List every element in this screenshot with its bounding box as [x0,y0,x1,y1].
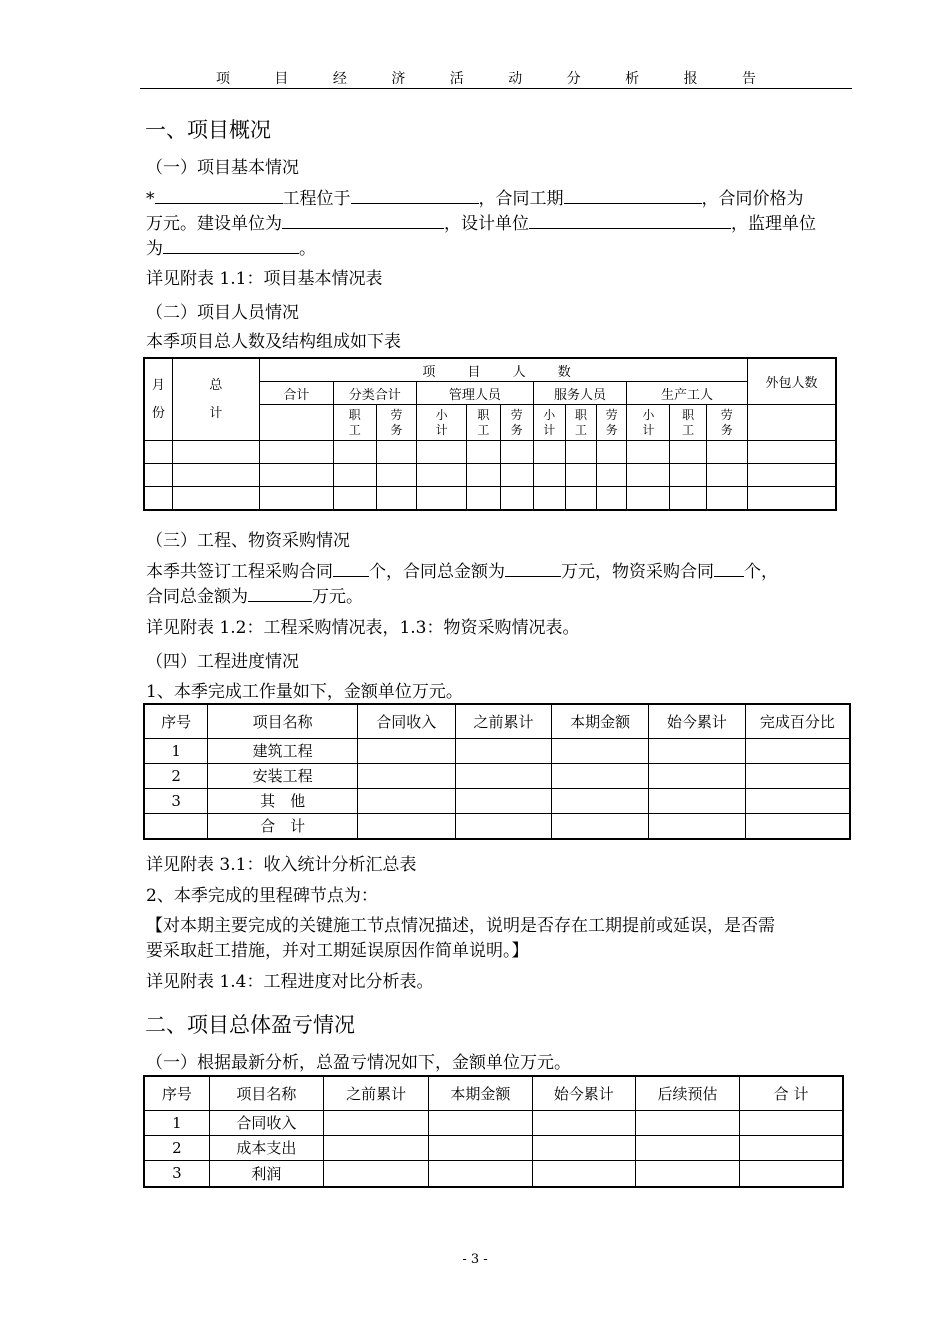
designer-blank[interactable] [529,210,731,229]
staff-table [143,357,837,511]
row-index: 3 [144,788,208,813]
col-header: 本期金额 [552,704,649,738]
project-name-blank[interactable] [155,185,283,204]
section-1-title: 一、项目概况 [145,118,271,142]
subsection-4-title: （四）工程进度情况 [146,652,299,672]
outsourced-sub-blank [747,405,836,441]
mgmt-staff-header: 职 工 [467,405,500,441]
col-header: 始今累计 [532,1076,635,1110]
table-row [144,813,850,839]
ref-table-1-1: 详见附表 1.1：项目基本情况表 [146,269,383,289]
row-index: 3 [144,1160,209,1187]
purchase-text-4: 个， [744,562,778,582]
table-row [144,788,850,813]
mgmt-subtotal-header: 小 计 [417,405,467,441]
prod-labor-header: 劳 务 [706,405,747,441]
col-header: 本期金额 [429,1076,532,1110]
table-row [144,464,836,487]
purchase-text-6: 万元。 [312,587,363,607]
table-row [144,1110,843,1135]
management-header: 管理人员 [417,382,534,405]
section-2-title: 二、项目总体盈亏情况 [145,1013,355,1037]
staff-intro: 本季项目总人数及结构组成如下表 [146,332,401,352]
table-row [144,441,836,464]
col-header: 序号 [144,1076,209,1110]
table-row [144,487,836,511]
month-char-1: 月 [151,377,165,393]
eng-contract-count-blank[interactable] [333,558,369,577]
owner-blank[interactable] [282,210,444,229]
category-sum-header: 分类合计 [333,382,416,405]
row-item: 其 他 [208,788,358,813]
star-mark: * [146,189,155,209]
row-index: 1 [144,1110,209,1135]
running-header: 项 目 经 济 活 动 分 析 报 告 [215,71,777,87]
profit-loss-table [143,1075,844,1188]
col-header: 合 计 [740,1076,843,1110]
basic-info-line-2 [146,209,816,234]
subsection-3-title: （三）工程、物资采购情况 [146,531,350,551]
table-row [144,1135,843,1160]
service-staff-header: 职 工 [565,405,596,441]
owner-label: 万元。建设单位为 [146,214,282,234]
table-row [144,763,850,788]
service-subtotal-header: 小 计 [533,405,565,441]
row-index: 1 [144,738,208,763]
col-header: 序号 [144,704,208,738]
milestone-note-line-2: 要采取赶工措施，并对工期延误原因作简单说明。】 [146,941,529,961]
pl-intro: （一）根据最新分析，总盈亏情况如下，金额单位万元。 [146,1053,571,1073]
col-header: 之前累计 [455,704,552,738]
row-index: 2 [144,763,208,788]
row-item: 利润 [209,1160,323,1187]
header-rule [140,88,852,89]
page-number: - 3 - [462,1252,488,1267]
table-row [144,1160,843,1187]
purchase-text-3: 万元，物资采购合同 [561,562,714,582]
mat-contract-count-blank[interactable] [714,558,744,577]
prod-staff-header: 职 工 [670,405,706,441]
total-header [172,358,260,441]
location-blank[interactable] [351,185,479,204]
service-labor-header: 劳 务 [597,405,627,441]
ref-table-1-2: 详见附表 1.2：工程采购情况表，1.3：物资采购情况表。 [146,618,580,638]
total-char-2: 计 [209,405,223,421]
col-header: 项目名称 [208,704,358,738]
ref-table-3-1: 详见附表 3.1：收入统计分析汇总表 [146,855,417,875]
purchase-line-2 [146,582,363,607]
table-row [144,738,850,763]
service-header: 服务人员 [533,382,627,405]
row-item: 合同收入 [209,1110,323,1135]
eng-contract-amount-blank[interactable] [505,558,561,577]
milestone-note-line-1: 【对本期主要完成的关键施工节点情况描述，说明是否存在工期提前或延误，是否需 [146,916,775,936]
milestone-intro: 2、本季完成的里程碑节点为： [146,886,378,906]
prod-subtotal-header: 小 计 [627,405,670,441]
cat-labor-header: 劳 务 [376,405,416,441]
col-header: 合同收入 [357,704,455,738]
production-header: 生产工人 [627,382,748,405]
row-item: 合 计 [208,813,358,839]
sum-sub-blank [260,405,333,441]
outsourced-header: 外包人数 [747,358,836,405]
basic-info-line-1 [146,184,804,209]
col-header: 项目名称 [209,1076,323,1110]
line-end: 。 [299,239,316,259]
col-header: 之前累计 [323,1076,428,1110]
supervisor-prefix: 为 [146,239,163,259]
col-header: 始今累计 [649,704,746,738]
col-header: 后续预估 [635,1076,739,1110]
month-char-2: 份 [151,405,165,421]
row-index: 2 [144,1135,209,1160]
period-blank[interactable] [564,185,702,204]
total-char-1: 总 [209,377,223,393]
subsection-1-title: （一）项目基本情况 [146,158,299,178]
mgmt-labor-header: 劳 务 [500,405,533,441]
price-label: ，合同价格为 [701,189,804,209]
purchase-line-1 [146,557,778,582]
row-item: 建筑工程 [208,738,358,763]
sum-header: 合计 [260,382,333,405]
ref-table-1-4: 详见附表 1.4：工程进度对比分析表。 [146,972,434,992]
location-label: 工程位于 [282,189,351,209]
purchase-text-5: 合同总金额为 [146,587,248,607]
cat-staff-header: 职 工 [333,405,376,441]
col-header: 完成百分比 [745,704,850,738]
mat-contract-amount-blank[interactable] [248,583,312,602]
progress-intro: 1、本季完成工作量如下，金额单位万元。 [146,682,463,702]
purchase-text-2: 个，合同总金额为 [369,562,505,582]
period-label: ，合同工期 [478,189,564,209]
progress-table [143,703,851,840]
row-item: 安装工程 [208,763,358,788]
designer-label: ，设计单位 [444,214,529,234]
purchase-text-1: 本季共签订工程采购合同 [146,562,333,582]
supervisor-blank[interactable] [163,235,299,254]
subsection-2-title: （二）项目人员情况 [146,303,299,323]
row-item: 成本支出 [209,1135,323,1160]
supervisor-label: ，监理单位 [731,214,816,234]
row-index [144,813,208,839]
project-headcount-header: 项 目 人 数 [260,358,748,382]
month-header [144,358,172,441]
basic-info-line-3 [146,234,316,259]
